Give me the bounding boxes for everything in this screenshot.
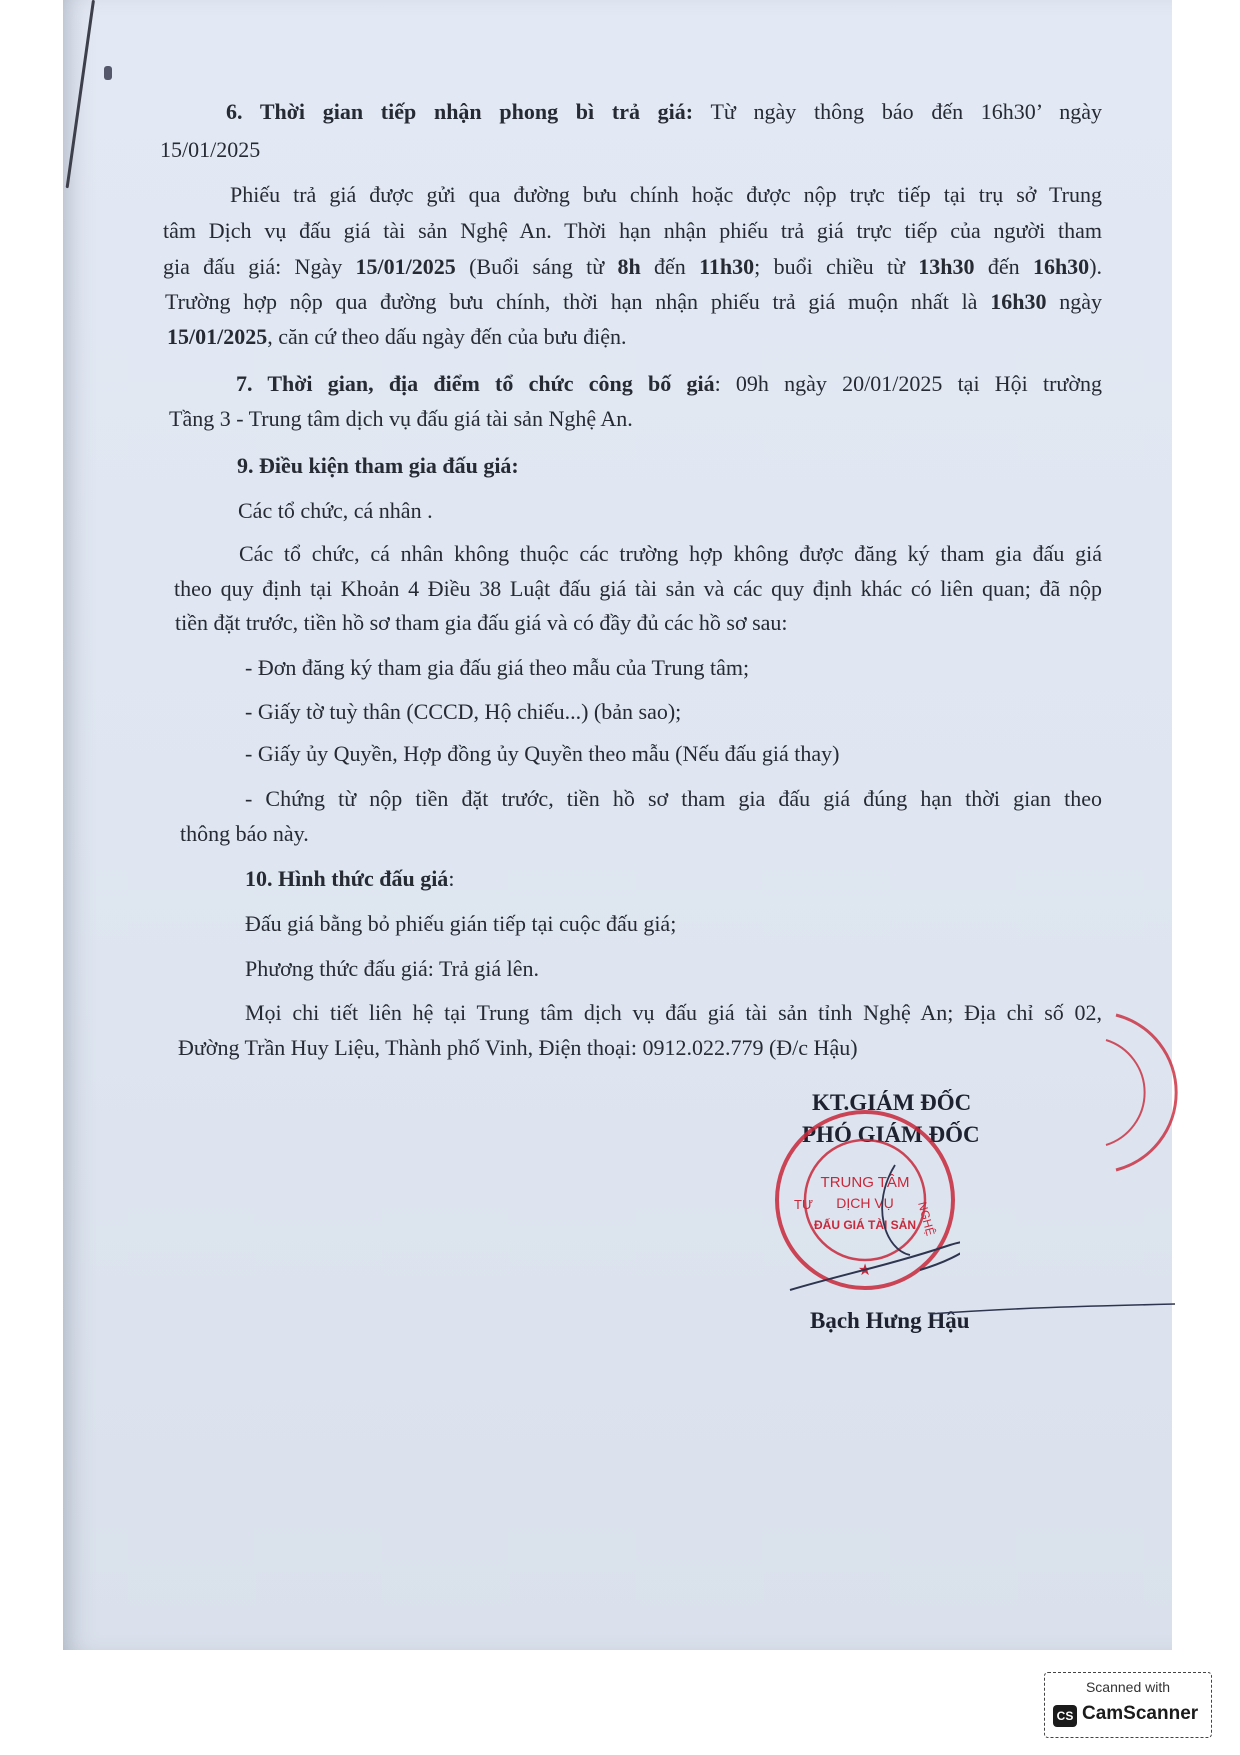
signature-title2: PHÓ GIÁM ĐỐC xyxy=(802,1122,980,1147)
sec10-line2: Phương thức đấu giá: Trả giá lên. xyxy=(245,956,539,981)
sec7-heading: 7. Thời gian, địa điểm tổ chức công bố giá xyxy=(236,371,715,396)
camscanner-badge xyxy=(1044,1672,1212,1738)
sec6-p1-l4: Trường hợp nộp qua đường bưu chính, thời hạn nhận phiếu trả giá muộn nhất là 16h30 ngày xyxy=(165,289,1102,314)
sec9-bullet4-l1: - Chứng từ nộp tiền đặt trước, tiền hồ sơ tham gia đấu giá đúng hạn thời gian theo xyxy=(245,786,1102,811)
signature-title1: KT.GIÁM ĐỐC xyxy=(812,1090,972,1115)
sec10-contact-l1: Mọi chi tiết liên hệ tại Trung tâm dịch vụ đấu giá tài sản tỉnh Nghệ An; Địa chỉ số 02, xyxy=(245,1000,1102,1025)
stamp-line3: ĐẤU GIÁ TÀI SẢN xyxy=(814,1218,916,1232)
sec9-p-l3: tiền đặt trước, tiền hồ sơ tham gia đấu giá và có đầy đủ các hồ sơ sau: xyxy=(175,610,788,635)
signature-underline xyxy=(930,1300,1175,1320)
sec6-line2: 15/01/2025 xyxy=(160,137,261,162)
binder-clip xyxy=(104,66,112,80)
official-stamp xyxy=(770,1105,960,1295)
sec9-bullet2: - Giấy tờ tuỳ thân (CCCD, Hộ chiếu...) (bản sao); xyxy=(245,699,682,724)
sec9-bullet3: - Giấy ủy Quyền, Hợp đồng ủy Quyền theo mẫu (Nếu đấu giá thay) xyxy=(245,741,840,766)
sec9-bullet4-l2: thông báo này. xyxy=(180,821,309,846)
sec9-line1: Các tổ chức, cá nhân . xyxy=(238,498,433,523)
sec9-heading: 9. Điều kiện tham gia đấu giá: xyxy=(237,453,519,478)
sec6-p1-l5: 15/01/2025, căn cứ theo dấu ngày đến của bưu điện. xyxy=(167,324,627,349)
sec10-heading: 10. Hình thức đấu giá: xyxy=(245,866,455,891)
sec7-line1: 7. Thời gian, địa điểm tổ chức công bố giá: 09h ngày 20/01/2025 tại Hội trường xyxy=(236,371,1102,396)
badge-brand: CamScanner xyxy=(1082,1703,1199,1724)
stamp-line2: DỊCH VỤ xyxy=(836,1195,894,1211)
sec6-line1: 6. Thời gian tiếp nhận phong bì trả giá: Từ ngày thông báo đến 16h30’ ngày xyxy=(226,99,1102,124)
sec10-line1: Đấu giá bằng bỏ phiếu gián tiếp tại cuộc đấu giá; xyxy=(245,911,677,936)
partial-seal xyxy=(1096,1010,1186,1180)
stamp-line1: TRUNG TÂM xyxy=(820,1174,910,1191)
stamp-ring-left: TƯ xyxy=(794,1197,814,1212)
sec9-bullet1: - Đơn đăng ký tham gia đấu giá theo mẫu của Trung tâm; xyxy=(245,655,750,680)
badge-caption: Scanned with xyxy=(1085,1679,1171,1695)
sec9-p-l2: theo quy định tại Khoản 4 Điều 38 Luật đấu giá tài sản và các quy định khác có liên quan; đã nộp xyxy=(174,576,1102,601)
sec6-heading: 6. Thời gian tiếp nhận phong bì trả giá: xyxy=(226,99,694,124)
sec6-p1-l1: Phiếu trả giá được gửi qua đường bưu chính hoặc được nộp trực tiếp tại trụ sở Trung xyxy=(230,182,1102,207)
stamp-star-icon: ★ xyxy=(857,1262,873,1279)
sec10-contact-l2: Đường Trần Huy Liệu, Thành phố Vinh, Điện thoại: 0912.022.779 (Đ/c Hậu) xyxy=(178,1035,858,1060)
sec6-p1-l2: tâm Dịch vụ đấu giá tài sản Nghệ An. Thời hạn nhận phiếu trả giá trực tiếp của người tham xyxy=(163,218,1102,243)
sec9-p-l1: Các tổ chức, cá nhân không thuộc các trường hợp không được đăng ký tham gia đấu giá xyxy=(239,541,1102,566)
signature-stroke xyxy=(790,1242,960,1290)
signature-name: Bạch Hưng Hậu xyxy=(810,1308,970,1333)
stamp-ring-right: NGHỆ xyxy=(915,1200,938,1238)
camscanner-logo-icon: CS xyxy=(1053,1705,1077,1727)
sec7-line2: Tầng 3 - Trung tâm dịch vụ đấu giá tài sản Nghệ An. xyxy=(169,406,633,431)
sec6-p1-l3: gia đấu giá: Ngày 15/01/2025 (Buổi sáng từ 8h đến 11h30; buổi chiều từ 13h30 đến 16h30). xyxy=(163,254,1103,279)
